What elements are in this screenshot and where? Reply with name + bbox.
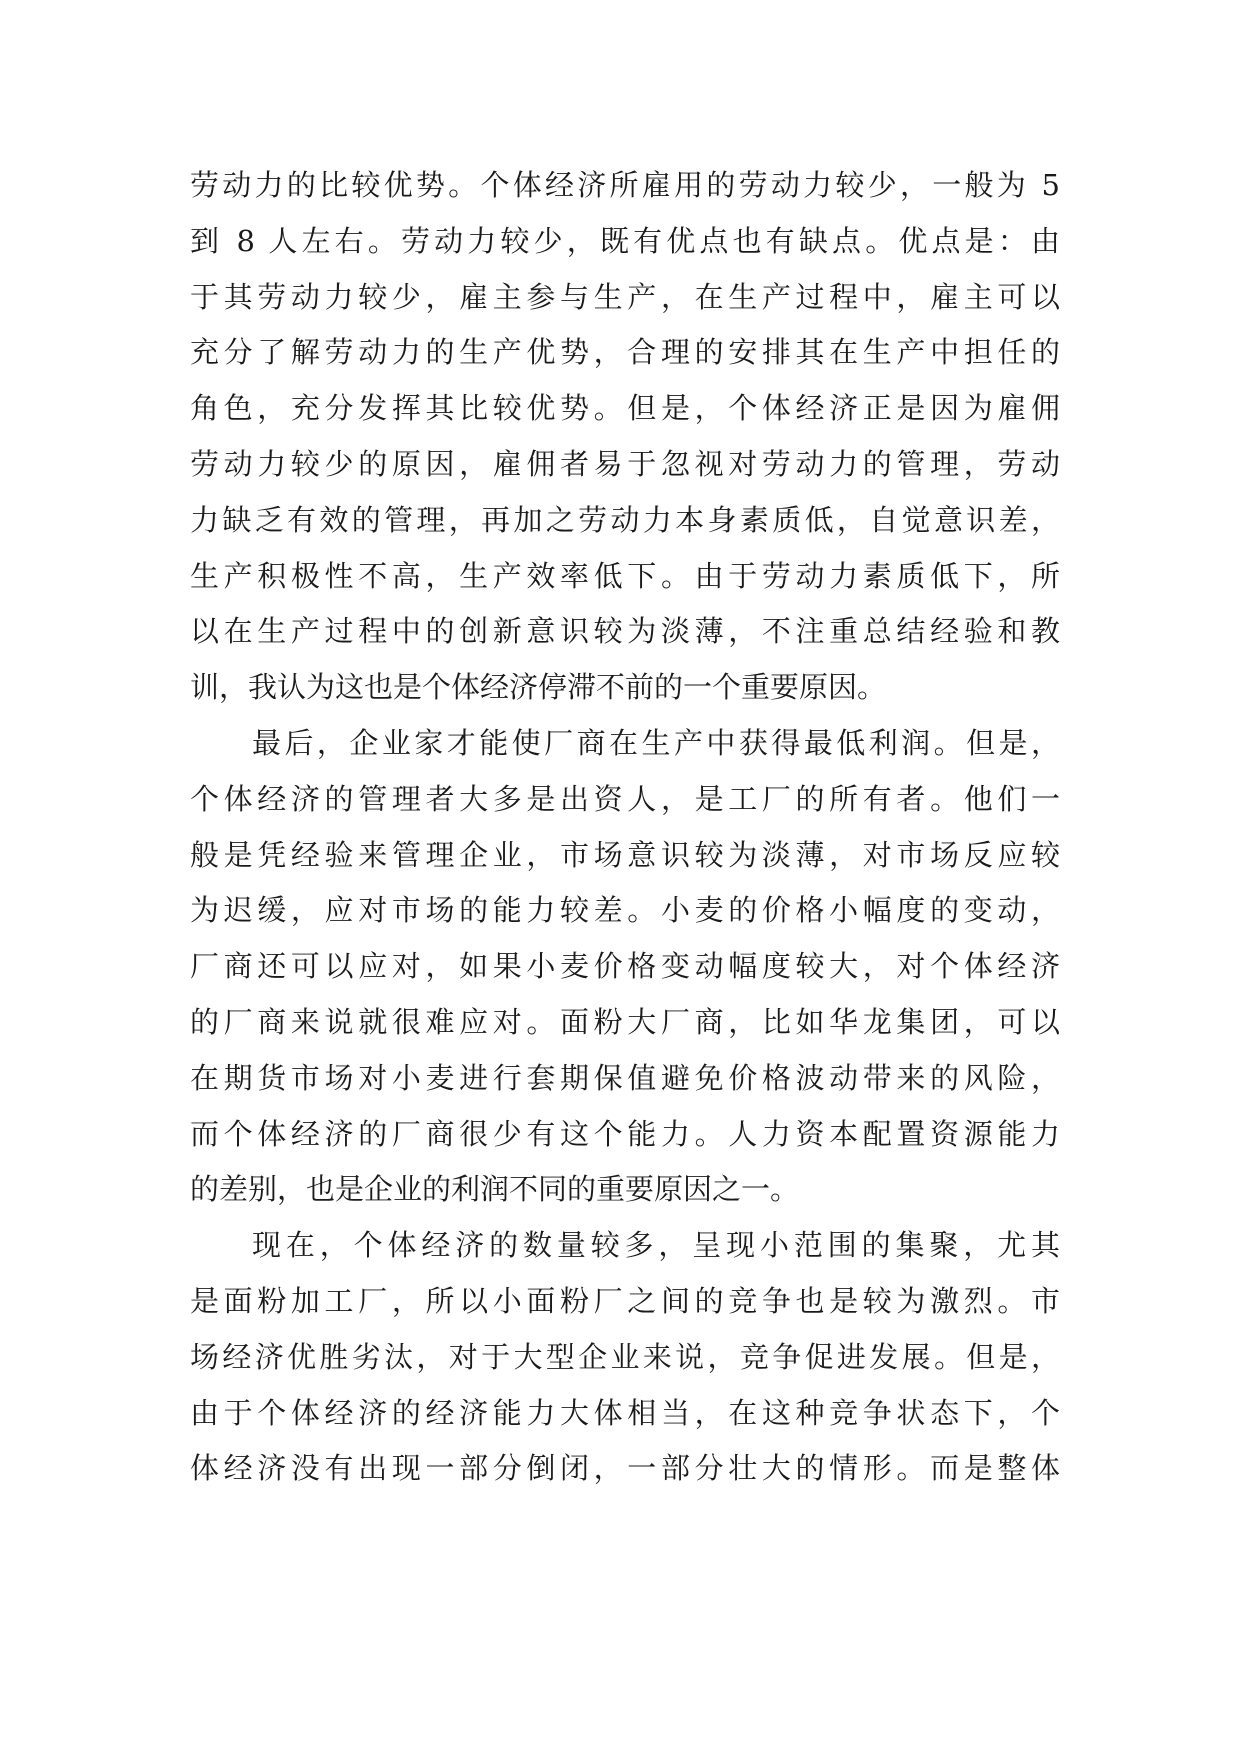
text-line: 在期货市场对小麦进行套期保值避免价格波动带来的风险， bbox=[190, 1060, 1060, 1095]
text-line: 体经济没有出现一部分倒闭，一部分壮大的情形。而是整体 bbox=[190, 1451, 1060, 1486]
text-line: 的厂商来说就很难应对。面粉大厂商，比如华龙集团，可以 bbox=[190, 1004, 1060, 1039]
text-line: 力缺乏有效的管理，再加之劳动力本身素质低，自觉意识差， bbox=[190, 502, 1060, 537]
text-line: 个体经济的管理者大多是出资人，是工厂的所有者。他们一 bbox=[190, 781, 1060, 816]
text-line: 生产积极性不高，生产效率低下。由于劳动力素质低下，所 bbox=[190, 558, 1060, 593]
text-line: 厂商还可以应对，如果小麦价格变动幅度较大，对个体经济 bbox=[190, 949, 1060, 984]
text-line: 劳动力较少的原因，雇佣者易于忽视对劳动力的管理，劳动 bbox=[190, 446, 1060, 481]
text-line: 训，我认为这也是个体经济停滞不前的一个重要原因。 bbox=[190, 670, 887, 705]
text-line: 角色，充分发挥其比较优势。但是，个体经济正是因为雇佣 bbox=[190, 391, 1060, 426]
text-line: 般是凭经验来管理企业，市场意识较为淡薄，对市场反应较 bbox=[190, 837, 1060, 872]
text-line: 于其劳动力较少，雇主参与生产，在生产过程中，雇主可以 bbox=[190, 279, 1060, 314]
text-line: 是面粉加工厂，所以小面粉厂之间的竞争也是较为激烈。市 bbox=[190, 1283, 1060, 1318]
text-line: 场经济优胜劣汰，对于大型企业来说，竞争促进发展。但是， bbox=[190, 1339, 1060, 1374]
text-line: 到 8 人左右。劳动力较少，既有优点也有缺点。优点是：由 bbox=[190, 223, 1060, 258]
text-line: 而个体经济的厂商很少有这个能力。人力资本配置资源能力 bbox=[190, 1116, 1060, 1151]
document-body bbox=[190, 158, 1060, 1497]
text-line: 的差别，也是企业的利润不同的重要原因之一。 bbox=[190, 1172, 800, 1207]
text-line: 劳动力的比较优势。个体经济所雇用的劳动力较少，一般为 5 bbox=[190, 168, 1060, 202]
text-line: 以在生产过程中的创新意识较为淡薄，不注重总结经验和教 bbox=[190, 614, 1060, 649]
paragraph-start-line: 现在，个体经济的数量较多，呈现小范围的集聚，尤其 bbox=[252, 1228, 1060, 1263]
text-line: 充分了解劳动力的生产优势，合理的安排其在生产中担任的 bbox=[190, 335, 1060, 370]
text-line: 为迟缓，应对市场的能力较差。小麦的价格小幅度的变动， bbox=[190, 893, 1060, 928]
paragraph-start-line: 最后，企业家才能使厂商在生产中获得最低利润。但是， bbox=[252, 725, 1060, 760]
text-line: 由于个体经济的经济能力大体相当，在这种竞争状态下，个 bbox=[190, 1395, 1060, 1430]
